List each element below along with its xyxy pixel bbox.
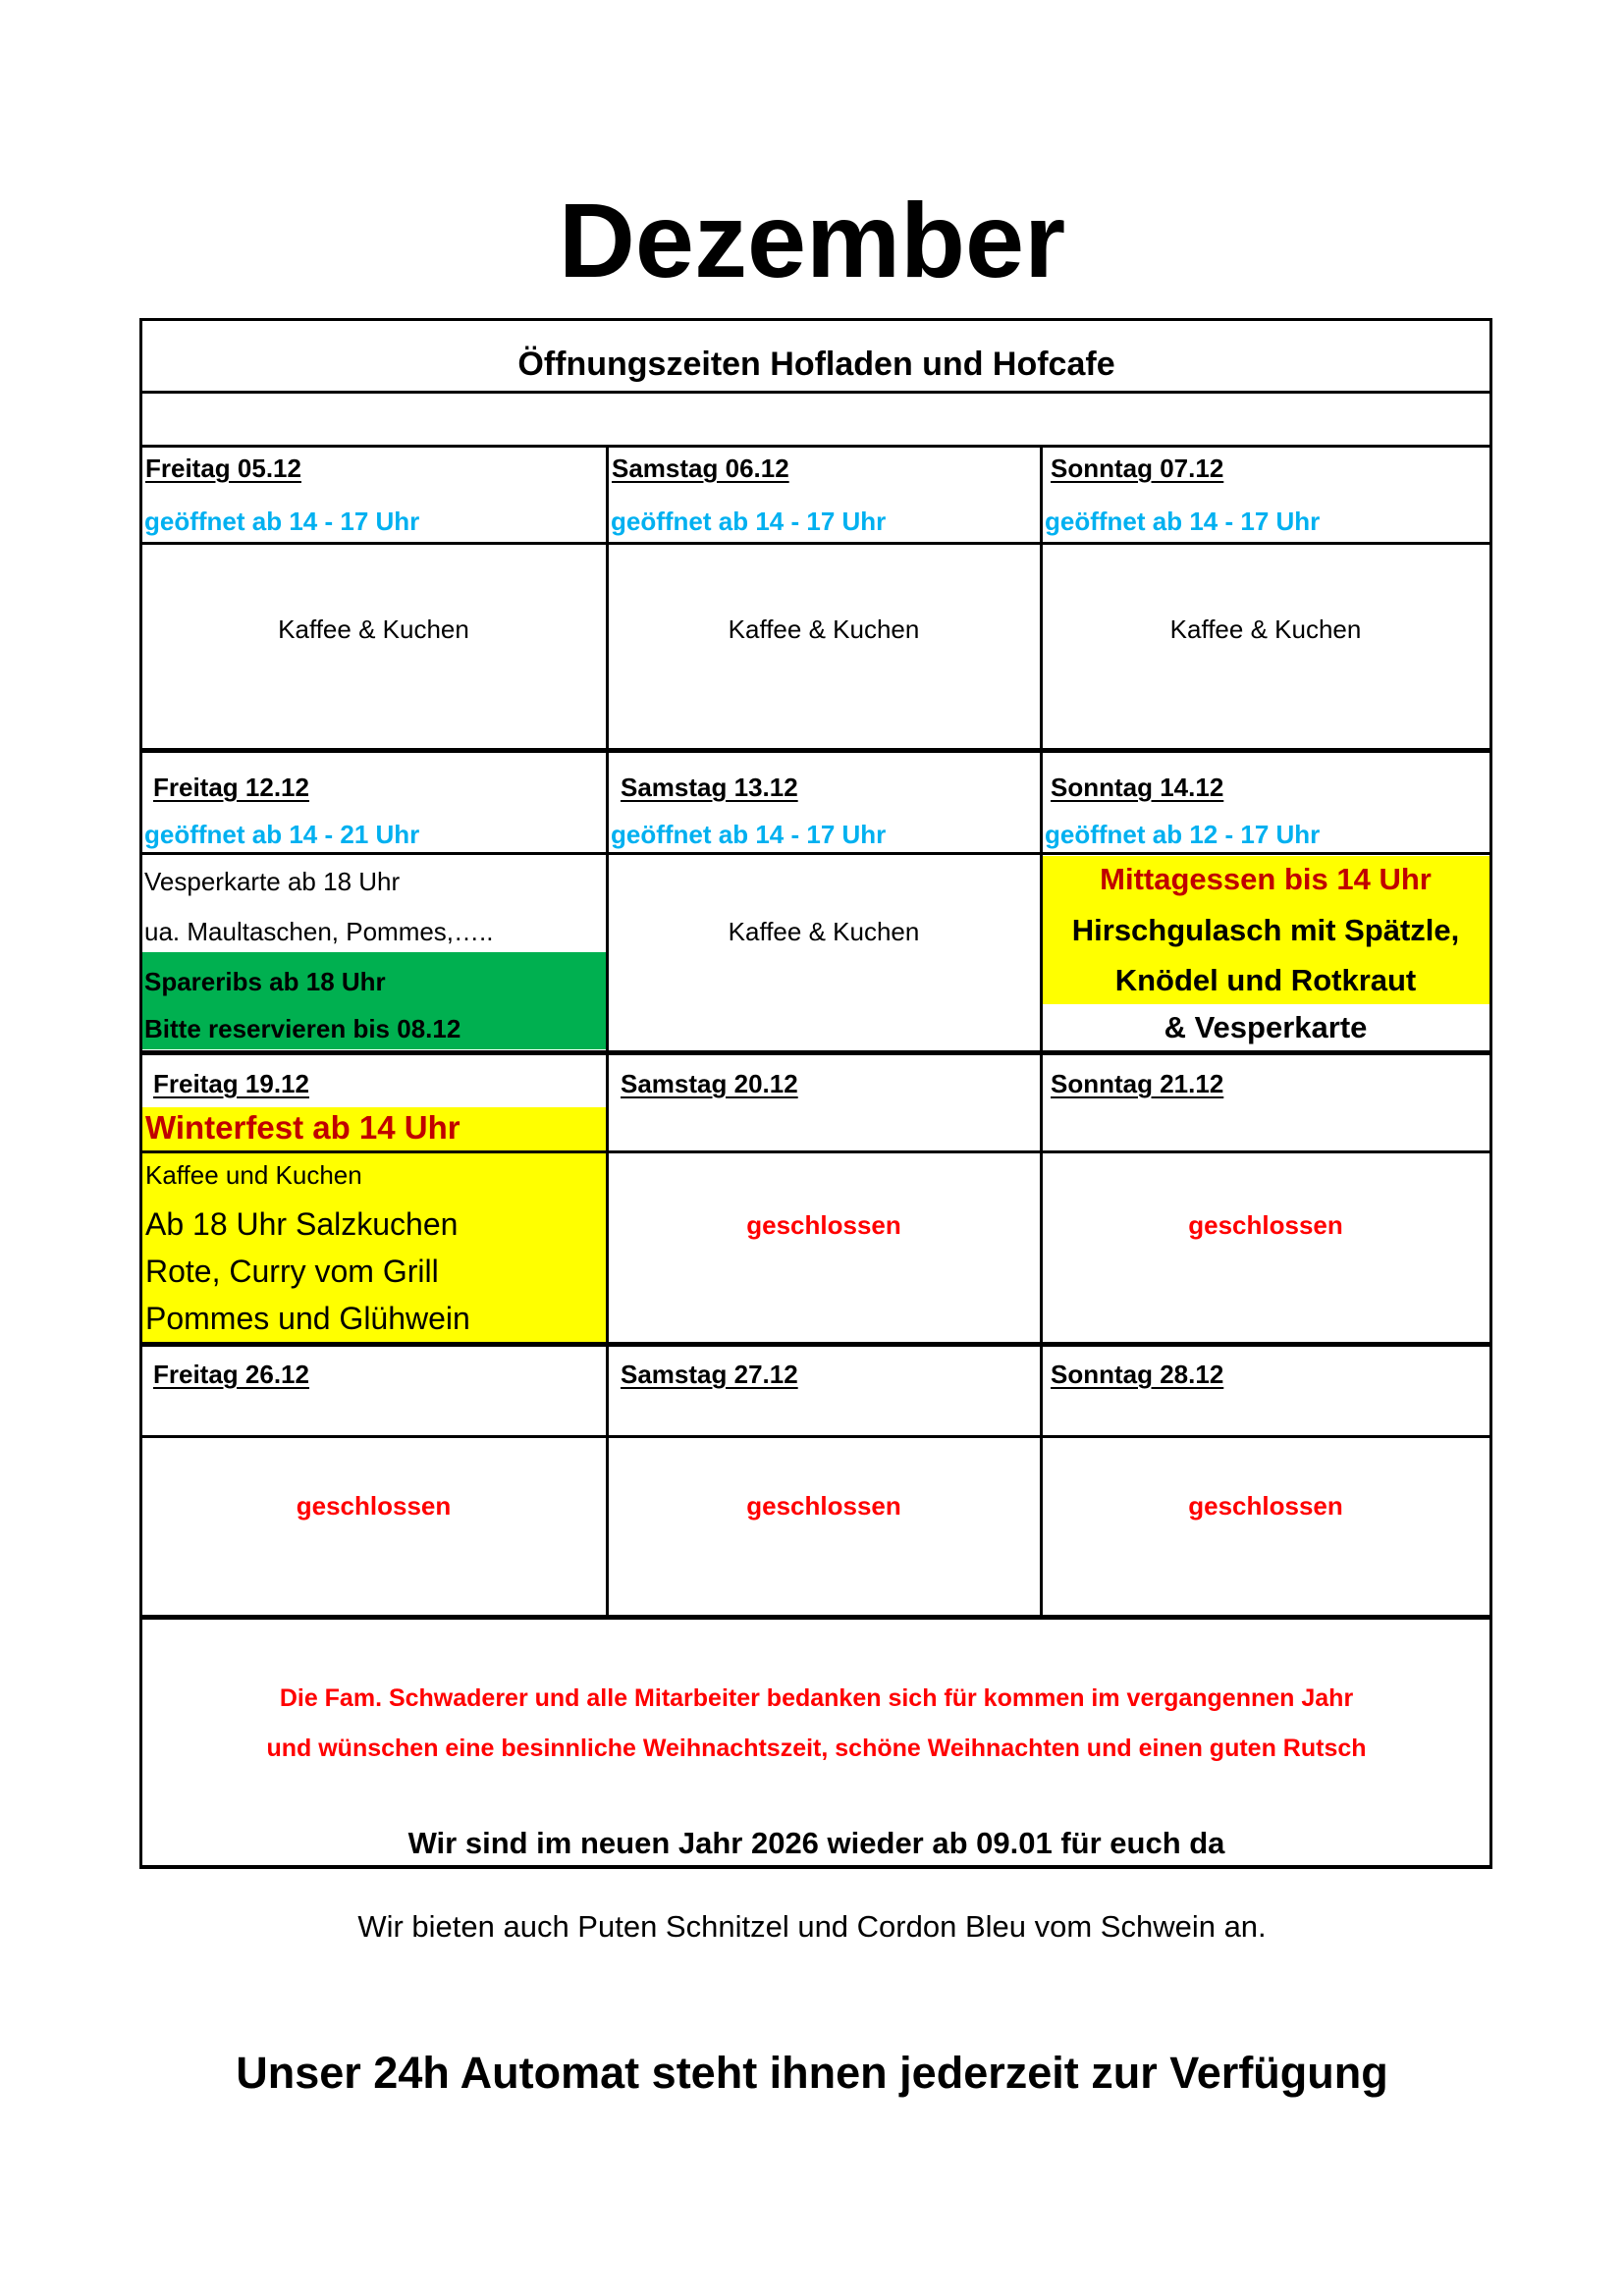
divider: [140, 391, 1492, 394]
menu-line: & Vesperkarte: [1164, 1010, 1368, 1044]
day-label: Sonntag 07.12: [1051, 454, 1224, 483]
closed-label: geschlossen: [746, 1210, 901, 1240]
divider: [140, 318, 1492, 321]
reopen-message: Wir sind im neuen Jahr 2026 wieder ab 09.01 für euch da: [407, 1826, 1225, 1860]
opening-hours: geöffnet ab 12 - 17 Uhr: [1045, 820, 1321, 849]
day-label: Samstag 27.12: [621, 1360, 798, 1389]
divider: [140, 748, 1492, 753]
automat-note: Unser 24h Automat steht ihnen jederzeit zur Verfügung: [236, 2048, 1388, 2098]
menu-line: Hirschgulasch mit Spätzle,: [1071, 913, 1460, 947]
day-label: Samstag 06.12: [612, 454, 789, 483]
menu-line: Mittagessen bis 14 Uhr: [1100, 862, 1432, 896]
closed-label: geschlossen: [746, 1491, 901, 1521]
divider: [1489, 318, 1492, 1869]
divider: [140, 445, 1492, 448]
offer-note: Wir bieten auch Puten Schnitzel und Cordon Bleu vom Schwein an.: [357, 1909, 1267, 1944]
closed-label: geschlossen: [1188, 1210, 1343, 1240]
day-offer: Kaffee & Kuchen: [1169, 614, 1362, 644]
day-label: Freitag 12.12: [153, 773, 309, 802]
day-label: Freitag 26.12: [153, 1360, 309, 1389]
day-label: Samstag 13.12: [621, 773, 798, 802]
opening-hours: geöffnet ab 14 - 17 Uhr: [144, 507, 420, 536]
day-offer: Kaffee & Kuchen: [278, 614, 469, 644]
divider: [139, 318, 142, 1869]
closed-label: geschlossen: [1188, 1491, 1343, 1521]
day-label: Freitag 19.12: [153, 1069, 309, 1098]
menu-line: ua. Maultaschen, Pommes,…..: [144, 917, 494, 946]
menu-line: Ab 18 Uhr Salzkuchen: [145, 1206, 459, 1242]
menu-line: Pommes und Glühwein: [145, 1301, 470, 1336]
menu-line: Spareribs ab 18 Uhr: [144, 967, 386, 996]
page-title: Dezember: [558, 181, 1066, 299]
table-title: Öffnungszeiten Hofladen und Hofcafe: [517, 346, 1115, 383]
menu-line: Bitte reservieren bis 08.12: [144, 1014, 461, 1043]
divider: [140, 1865, 1492, 1869]
opening-hours: geöffnet ab 14 - 17 Uhr: [1045, 507, 1321, 536]
menu-line: Knödel und Rotkraut: [1114, 963, 1417, 997]
divider: [140, 1435, 1492, 1438]
menu-line: Vesperkarte ab 18 Uhr: [144, 867, 401, 896]
divider: [140, 1342, 1492, 1347]
divider: [140, 1050, 1492, 1055]
day-label: Samstag 20.12: [621, 1069, 798, 1098]
day-label: Sonntag 21.12: [1051, 1069, 1224, 1098]
day-label: Sonntag 14.12: [1051, 773, 1224, 802]
menu-line: Kaffee und Kuchen: [145, 1160, 362, 1190]
divider: [140, 1615, 1492, 1620]
event-highlight: Winterfest ab 14 Uhr: [145, 1109, 460, 1146]
opening-hours: geöffnet ab 14 - 17 Uhr: [611, 507, 887, 536]
day-offer: Kaffee & Kuchen: [728, 614, 920, 644]
opening-hours: geöffnet ab 14 - 21 Uhr: [144, 820, 420, 849]
opening-hours: geöffnet ab 14 - 17 Uhr: [611, 820, 887, 849]
thanks-message: und wünschen eine besinnliche Weihnachtszeit, schöne Weihnachten und einen guten Rutsch: [266, 1735, 1367, 1762]
day-label: Freitag 05.12: [145, 454, 301, 483]
closed-label: geschlossen: [296, 1491, 452, 1521]
menu-line: Rote, Curry vom Grill: [145, 1254, 439, 1289]
day-label: Sonntag 28.12: [1051, 1360, 1224, 1389]
day-offer: Kaffee & Kuchen: [728, 917, 920, 946]
thanks-message: Die Fam. Schwaderer und alle Mitarbeiter bedanken sich für kommen im vergangennen Jahr: [279, 1684, 1354, 1712]
